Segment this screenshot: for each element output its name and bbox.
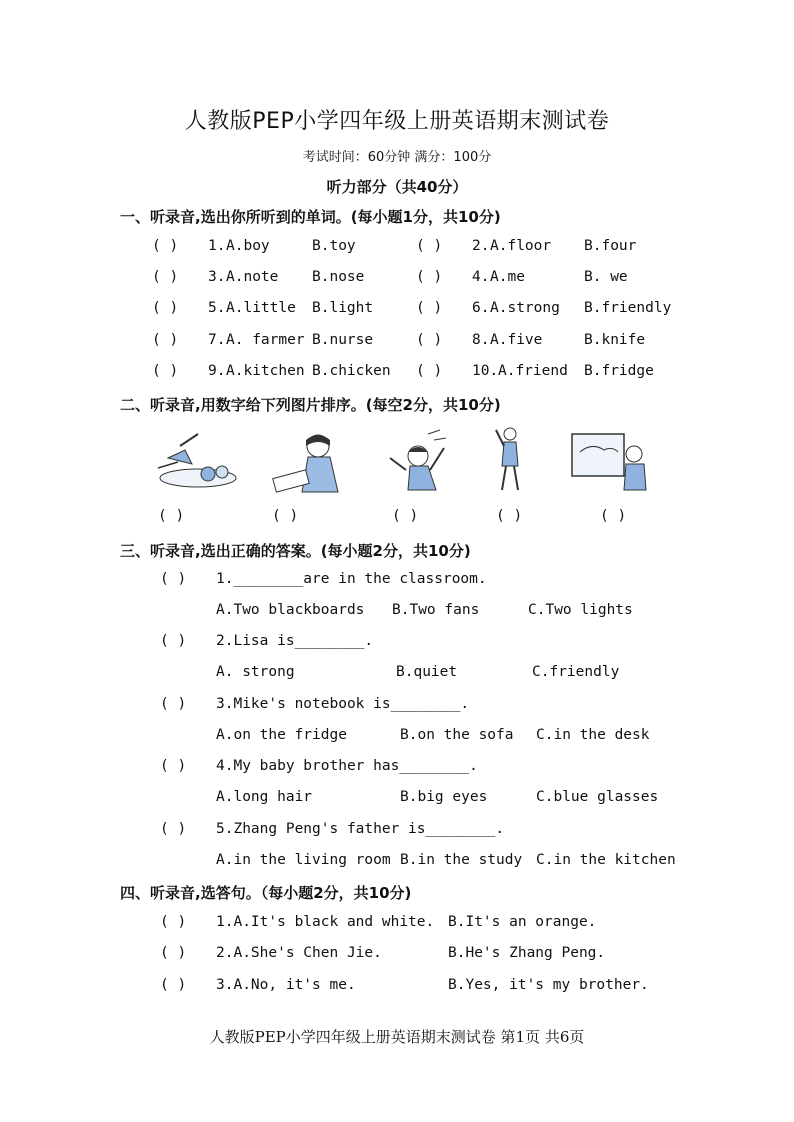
s1-item-number: 8. (472, 332, 490, 348)
s3-option-b: B.Two fans (392, 602, 480, 618)
s1-item-number: 5. (208, 300, 226, 316)
s1-item-number: 2. (472, 238, 490, 254)
boy-at-window-icon (568, 430, 652, 494)
s1-option-b: B.friendly (584, 300, 672, 316)
s3-option-c: C.blue glasses (536, 789, 659, 805)
s3-option-b: B.quiet (396, 664, 458, 680)
s3-answer-blank-4[interactable]: ( ) (160, 758, 187, 774)
s1-option-b: B.nose (312, 269, 365, 285)
s3-option-a: A.Two blackboards (216, 602, 365, 618)
s3-option-c: C.friendly (532, 664, 620, 680)
s3-option-c: C.Two lights (528, 602, 633, 618)
s4-option-b: B.It's an orange. (448, 914, 597, 930)
s3-question: 1.________are in the classroom. (216, 571, 487, 587)
s1-item-number: 9. (208, 363, 226, 379)
s1-option-b: B.nurse (312, 332, 374, 348)
picture-answer-1[interactable]: ( ) (158, 508, 185, 524)
s1-answer-blank-6[interactable]: ( ) (416, 300, 443, 316)
s4-answer-blank-2[interactable]: ( ) (160, 945, 187, 961)
s1-item-number: 6. (472, 300, 490, 316)
section1-title: 一、听录音,选出你所听到的单词。(每小题1分，共10分) (120, 208, 501, 226)
s1-option-a: A.five (490, 332, 543, 348)
s1-answer-blank-4[interactable]: ( ) (416, 269, 443, 285)
s1-option-b: B.knife (584, 332, 646, 348)
s3-option-c: C.in the desk (536, 727, 650, 743)
girl-playing-icon (492, 424, 528, 496)
s1-option-a: A.little (226, 300, 296, 316)
s3-answer-blank-2[interactable]: ( ) (160, 633, 187, 649)
s1-option-a: A.floor (490, 238, 552, 254)
boy-dancing-icon (378, 428, 452, 498)
s4-option-a: 1.A.It's black and white. (216, 914, 435, 930)
s4-answer-blank-1[interactable]: ( ) (160, 914, 187, 930)
s1-answer-blank-9[interactable]: ( ) (152, 363, 179, 379)
s1-answer-blank-8[interactable]: ( ) (416, 332, 443, 348)
s3-option-a: A. strong (216, 664, 295, 680)
s1-item-number: 7. (208, 332, 226, 348)
s3-option-a: A.on the fridge (216, 727, 347, 743)
s1-option-a: A.kitchen (226, 363, 305, 379)
s1-option-a: A.strong (490, 300, 560, 316)
s3-answer-blank-1[interactable]: ( ) (160, 571, 187, 587)
s1-option-a: A. farmer (226, 332, 305, 348)
s1-answer-blank-3[interactable]: ( ) (152, 269, 179, 285)
s3-question: 2.Lisa is________. (216, 633, 374, 649)
page-title: 人教版PEP小学四年级上册英语期末测试卷 (184, 109, 610, 134)
s3-option-b: B.on the sofa (400, 727, 514, 743)
exam-info: 考试时间：60分钟 满分：100分 (302, 150, 492, 165)
section2-title: 二、听录音,用数字给下列图片排序。(每空2分，共10分) (120, 396, 501, 414)
s4-option-a: 3.A.No, it's me. (216, 977, 356, 993)
s1-answer-blank-1[interactable]: ( ) (152, 238, 179, 254)
s1-option-a: A.friend (498, 363, 568, 379)
s1-item-number: 4. (472, 269, 490, 285)
picture-answer-4[interactable]: ( ) (496, 508, 523, 524)
s3-answer-blank-5[interactable]: ( ) (160, 821, 187, 837)
s3-question: 4.My baby brother has________. (216, 758, 478, 774)
s1-option-b: B.light (312, 300, 374, 316)
s1-item-number: 3. (208, 269, 226, 285)
picture-answer-5[interactable]: ( ) (600, 508, 627, 524)
s4-answer-blank-3[interactable]: ( ) (160, 977, 187, 993)
girl-with-book-icon (268, 430, 350, 498)
s3-option-b: B.in the study (400, 852, 523, 868)
s3-option-a: A.long hair (216, 789, 313, 805)
s1-option-a: A.note (226, 269, 279, 285)
s3-option-a: A.in the living room (216, 852, 391, 868)
s1-answer-blank-5[interactable]: ( ) (152, 300, 179, 316)
s1-option-b: B.toy (312, 238, 356, 254)
picture-answer-3[interactable]: ( ) (392, 508, 419, 524)
s3-question: 3.Mike's notebook is________. (216, 696, 470, 712)
s1-option-a: A.me (490, 269, 525, 285)
picture-answer-2[interactable]: ( ) (272, 508, 299, 524)
page-footer: 人教版PEP小学四年级上册英语期末测试卷 第1页 共6页 (209, 1028, 585, 1046)
s1-option-b: B.chicken (312, 363, 391, 379)
s3-option-c: C.in the kitchen (536, 852, 676, 868)
s1-item-number: 1. (208, 238, 226, 254)
s4-option-a: 2.A.She's Chen Jie. (216, 945, 382, 961)
s3-answer-blank-3[interactable]: ( ) (160, 696, 187, 712)
s4-option-b: B.Yes, it's my brother. (448, 977, 649, 993)
s3-question: 5.Zhang Peng's father is________. (216, 821, 505, 837)
s1-option-b: B. we (584, 269, 628, 285)
s1-answer-blank-7[interactable]: ( ) (152, 332, 179, 348)
section4-title: 四、听录音,选答句。（每小题2分，共10分) (120, 884, 412, 902)
s1-answer-blank-10[interactable]: ( ) (416, 363, 443, 379)
s1-answer-blank-2[interactable]: ( ) (416, 238, 443, 254)
s1-item-number: 10. (472, 363, 499, 379)
s1-option-b: B.four (584, 238, 637, 254)
s1-option-a: A.boy (226, 238, 270, 254)
s3-option-b: B.big eyes (400, 789, 488, 805)
section3-title: 三、听录音,选出正确的答案。(每小题2分，共10分) (120, 542, 471, 560)
part-title: 听力部分（共40分） (326, 178, 468, 196)
cutting-vegetables-icon (150, 428, 240, 498)
s1-option-b: B.fridge (584, 363, 654, 379)
s4-option-b: B.He's Zhang Peng. (448, 945, 606, 961)
